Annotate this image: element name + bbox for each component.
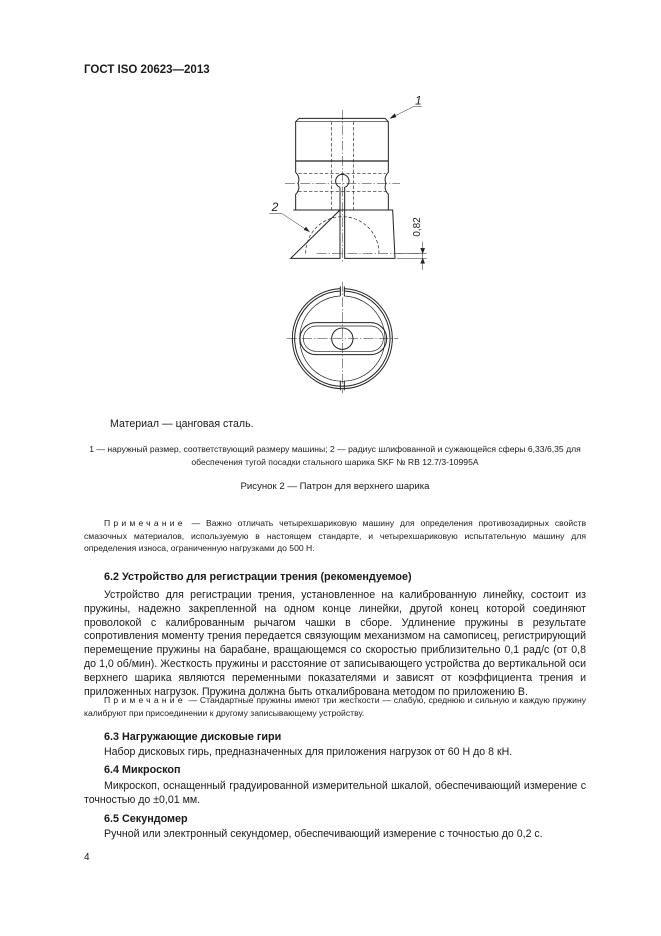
callout-2: 2: [271, 200, 279, 214]
section-6-4-text: Микроскоп, оснащенный градуированной измерительной шкалой, обеспечивающий измерение с точностью до ±0,01 мм.: [84, 780, 586, 806]
note-2: [84, 694, 586, 719]
note-label: Примечание: [104, 695, 186, 705]
section-6-2-heading: 6.2 Устройство для регистрации трения (рекомендуемое): [104, 571, 412, 583]
page-number: 4: [84, 852, 90, 863]
figure-legend: 1 — наружный размер, соответствующий размеру машины; 2 — радиус шлифованной и сужающейся сферы 6,33/6,35 для обеспечения тугой посадки стального шарика SKF № RB 12.7/3-10995A: [89, 444, 581, 467]
figure-caption: Рисунок 2 — Патрон для верхнего шарика: [240, 481, 430, 492]
section-6-3-heading: 6.3 Нагружающие дисковые гири: [104, 731, 282, 743]
section-6-5-text: Ручной или электронный секундомер, обеспечивающий измерение с точностью до 0,2 с.: [104, 828, 543, 840]
note-1: [84, 517, 586, 555]
note-label: Примечание: [104, 518, 186, 528]
note-text: — Стандартные пружины имеют три жесткости — слабую, среднюю и сильную и каждую пружину калибруют при присоединении к другому записывающему устройству.: [84, 695, 586, 718]
material-note: Материал — цанговая сталь.: [110, 418, 254, 430]
chuck-drawing: [250, 85, 450, 395]
side-view: [269, 93, 426, 270]
note-text: — Важно отличать четырехшариковую машину для определения противозадирных свойств смазочных материалов, используемую в настоящем стандарте, и четырехшариковую испытательную машину для определения износа, ограниченную нагрузками до 500 Н.: [84, 518, 587, 554]
dimension-0-82: [397, 242, 427, 270]
callout-1: 1: [415, 93, 422, 108]
dimension-label: 0,82: [412, 217, 423, 237]
section-6-2-text: Устройство для регистрации трения, установленное на калиброванную линейку, состоит из пружины, надежно закрепленной на одном конце линейки, другой конец которой соединяют проволокой с калиброванным рычагом чашки в сборе. Удлинение пружины в результате сопротивления моменту трения передается связующим механизмом на самописец, регистрирующий перемещение пружины на барабане, вращающемся со скоростью приблизительно 0,1 рад/с (от 0,8 до 1,0 об/мин). Жесткость пружины и расстояние от записывающего устройства до вертикальной оси верхнего шарика являются переменными показателями и зависят от коэффициента трения и приложенных нагрузок. Пружина должна быть откалибрована методом по приложению В.: [84, 589, 586, 698]
section-6-3-text: Набор дисковых гирь, предназначенных для приложения нагрузок от 60 Н до 8 кН.: [104, 746, 513, 758]
callout-2-leader: [269, 213, 309, 231]
top-view: [287, 282, 399, 394]
section-6-4-heading: 6.4 Микроскоп: [104, 764, 181, 776]
document-header: ГОСТ ISO 20623—2013: [84, 64, 210, 76]
section-6-5-heading: 6.5 Секундомер: [104, 813, 188, 825]
callout-1-leader: [390, 107, 422, 119]
